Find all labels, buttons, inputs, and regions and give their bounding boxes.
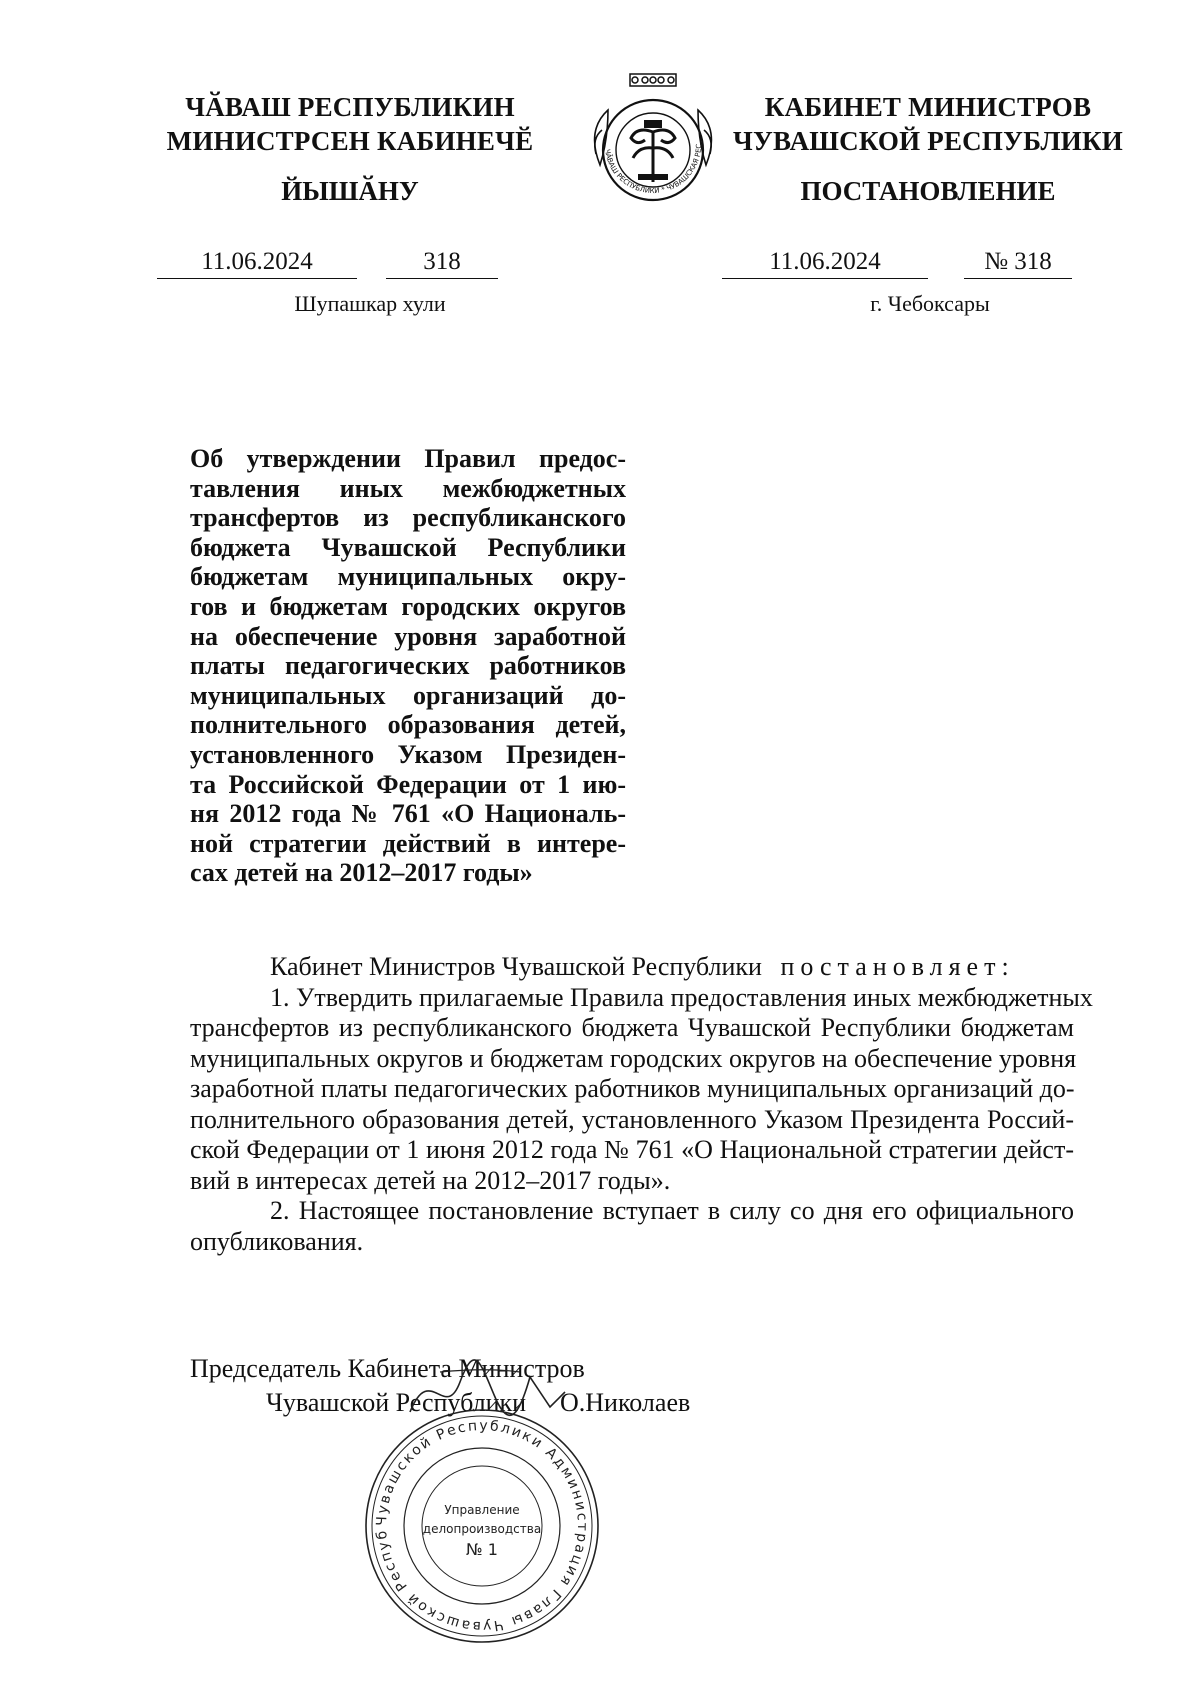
emblem-icon	[578, 70, 728, 220]
left-number: 318	[386, 246, 498, 279]
signature-position-line-1: Председатель Кабинета Министров	[190, 1354, 585, 1383]
item-1-line: вий в интересах детей на 2012–2017 годы».	[190, 1165, 671, 1195]
title-line: трансфертов из республиканского	[190, 503, 626, 533]
header-right-line-1: КАБИНЕТ МИНИСТРОВ	[764, 92, 1092, 122]
header-right	[728, 90, 1128, 158]
item-1	[190, 982, 1093, 1197]
signature-position-line-2: Чувашской Республики	[266, 1388, 527, 1417]
stamp-center-line-2: делопроизводства	[422, 1522, 542, 1536]
header-right-doc-kind: ПОСТАНОВЛЕНИЕ	[800, 176, 1056, 206]
title-line: ня 2012 года № 761 «О Националь-	[190, 799, 626, 829]
document-body	[190, 952, 1093, 1257]
title-line: муниципальных организаций до-	[190, 680, 626, 710]
stamp-center-line-1: Управление	[444, 1503, 520, 1517]
header-left-line-1: ЧӐВАШ РЕСПУБЛИКИН	[185, 92, 515, 122]
title-line: ной стратегии действий в интере-	[190, 828, 626, 858]
header-left-doc-kind: ЙЫШӐНУ	[281, 176, 419, 206]
title-line: на обеспечение уровня заработной	[190, 621, 626, 651]
title-line: Об утверждении Правил предос-	[190, 444, 626, 473]
title-line: сах детей на 2012–2017 годы»	[190, 858, 533, 888]
title-line: платы педагогических работников	[190, 651, 626, 681]
item-1-line: заработной платы педагогических работников муниципальных организаций до-	[190, 1074, 1075, 1103]
stamp-ring-text: Чувашской Республики Администрация Главы Чувашской Респуб	[373, 1417, 591, 1635]
intro-paragraph	[190, 952, 1074, 983]
right-number: № 318	[964, 246, 1072, 279]
stamp-center-line-3: № 1	[466, 1540, 498, 1559]
emblem-ring-text: ЧӐВАШ РЕСПУБЛИКИ * ЧУВАШСКАЯ РЕС	[603, 143, 704, 196]
left-place: Шупашкар хули	[294, 291, 446, 316]
header-left-line-2: МИНИСТРСЕН КАБИНЕЧӖ	[166, 126, 534, 156]
title-line: полнительного образования детей,	[190, 710, 626, 740]
republic-emblem	[578, 70, 728, 220]
intro-text: Кабинет Министров Чувашской Республики	[270, 952, 762, 981]
svg-text:Чувашской Республики Администр	[362, 1406, 590, 1634]
title-line: бюджета Чувашской Республики	[190, 532, 626, 562]
intro-verb: постановляет:	[780, 952, 1015, 981]
item-1-line: полнительного образования детей, установленного Указом Президента Россий-	[190, 1104, 1074, 1134]
header-left	[150, 90, 550, 158]
official-stamp	[362, 1406, 602, 1646]
item-1-line: трансфертов из республиканского бюджета Чувашской Республики бюджетам	[190, 1013, 1074, 1042]
title-line: бюджетам муниципальных окру-	[190, 562, 626, 592]
left-date: 11.06.2024	[157, 246, 357, 279]
item-1-line: 1. Утвердить прилагаемые Правила предоставления иных межбюджетных	[270, 982, 1093, 1012]
title-line: та Российской Федерации от 1 ию-	[190, 769, 626, 799]
stamp-seal-icon	[362, 1406, 602, 1646]
item-2-line: опубликования.	[190, 1226, 364, 1256]
title-line: гов и бюджетам городских округов	[190, 591, 626, 621]
right-place: г. Чебоксары	[870, 291, 990, 316]
title-line: тавления иных межбюджетных	[190, 473, 626, 503]
header-right-line-2: ЧУВАШСКОЙ РЕСПУБЛИКИ	[733, 126, 1123, 156]
item-1-line: ской Федерации от 1 июня 2012 года № 761 «О Национальной стратегии дейст-	[190, 1135, 1074, 1164]
title-line: установленного Указом Президен-	[190, 739, 626, 769]
item-2-line: 2. Настоящее постановление вступает в силу со дня его официального	[270, 1196, 1074, 1225]
right-date: 11.06.2024	[722, 246, 928, 279]
item-2	[190, 1196, 1074, 1257]
signatory-name: О.Николаев	[560, 1388, 691, 1417]
document-title	[190, 444, 626, 888]
item-1-line: муниципальных округов и бюджетам городских округов на обеспечение уровня	[190, 1043, 1077, 1073]
